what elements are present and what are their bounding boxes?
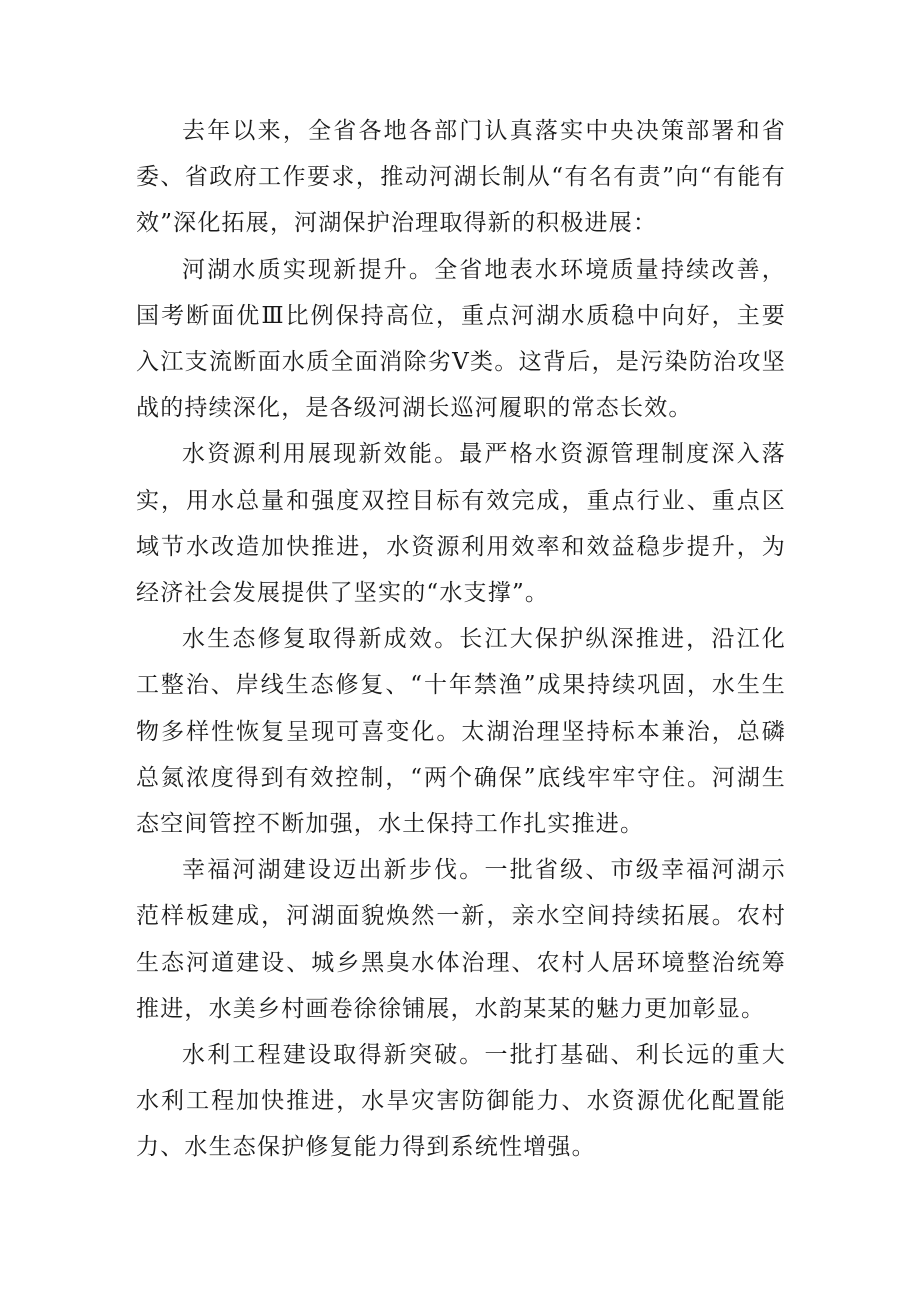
paragraph-water-projects: 水利工程建设取得新突破。一批打基础、利长远的重大水利工程加快推进，水旱灾害防御能力、水资源优化配置能力、水生态保护修复能力得到系统性增强。 [136, 1042, 786, 1161]
paragraph-intro: 去年以来，全省各地各部门认真落实中央决策部署和省委、省政府工作要求，推动河湖长制从“有名有责”向“有能有效”深化拓展，河湖保护治理取得新的积极进展： [136, 118, 786, 237]
document-body [136, 108, 786, 1171]
paragraph-water-ecology: 水生态修复取得新成效。长江大保护纵深推进，沿江化工整治、岸线生态修复、“十年禁渔”成果持续巩固，水生生物多样性恢复呈现可喜变化。太湖治理坚持标本兼治，总磷总氮浓度得到有效控制，“两个确保”底线牢牢守住。河湖生态空间管控不断加强，水土保持工作扎实推进。 [136, 626, 786, 838]
paragraph-water-resources: 水资源利用展现新效能。最严格水资源管理制度深入落实，用水总量和强度双控目标有效完成，重点行业、重点区域节水改造加快推进，水资源利用效率和效益稳步提升，为经济社会发展提供了坚实的“水支撑”。 [136, 441, 786, 607]
paragraph-water-quality: 河湖水质实现新提升。全省地表水环境质量持续改善，国考断面优Ⅲ比例保持高位，重点河湖水质稳中向好，主要入江支流断面水质全面消除劣Ⅴ类。这背后，是污染防治攻坚战的持续深化，是各级河湖长巡河履职的常态长效。 [136, 256, 786, 422]
paragraph-happy-rivers: 幸福河湖建设迈出新步伐。一批省级、市级幸福河湖示范样板建成，河湖面貌焕然一新，亲水空间持续拓展。农村生态河道建设、城乡黑臭水体治理、农村人居环境整治统筹推进，水美乡村画卷徐徐铺展，水韵某某的魅力更加彰显。 [136, 857, 786, 1022]
